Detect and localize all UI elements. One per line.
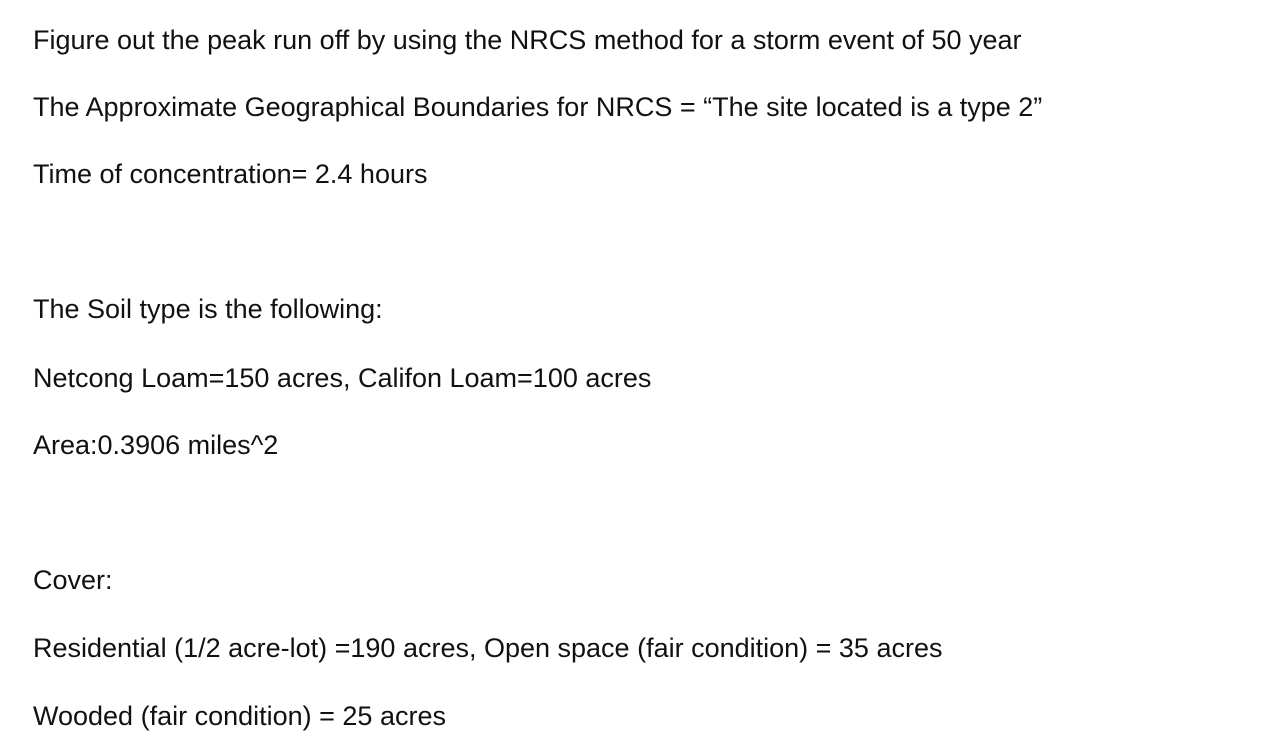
problem-statement-line: Figure out the peak run off by using the NRCS method for a storm event of 50 year bbox=[33, 25, 1022, 55]
area-line: Area:0.3906 miles^2 bbox=[33, 430, 279, 460]
soil-areas-line: Netcong Loam=150 acres, Califon Loam=100 acres bbox=[33, 363, 652, 393]
cover-wooded-line: Wooded (fair condition) = 25 acres bbox=[33, 701, 446, 731]
geographic-boundary-line: The Approximate Geographical Boundaries for NRCS = “The site located is a type 2” bbox=[33, 92, 1043, 122]
cover-residential-open-space-line: Residential (1/2 acre-lot) =190 acres, Open space (fair condition) = 35 acres bbox=[33, 633, 943, 663]
time-of-concentration-line: Time of concentration= 2.4 hours bbox=[33, 159, 428, 189]
cover-heading: Cover: bbox=[33, 565, 113, 595]
soil-type-heading: The Soil type is the following: bbox=[33, 294, 383, 324]
